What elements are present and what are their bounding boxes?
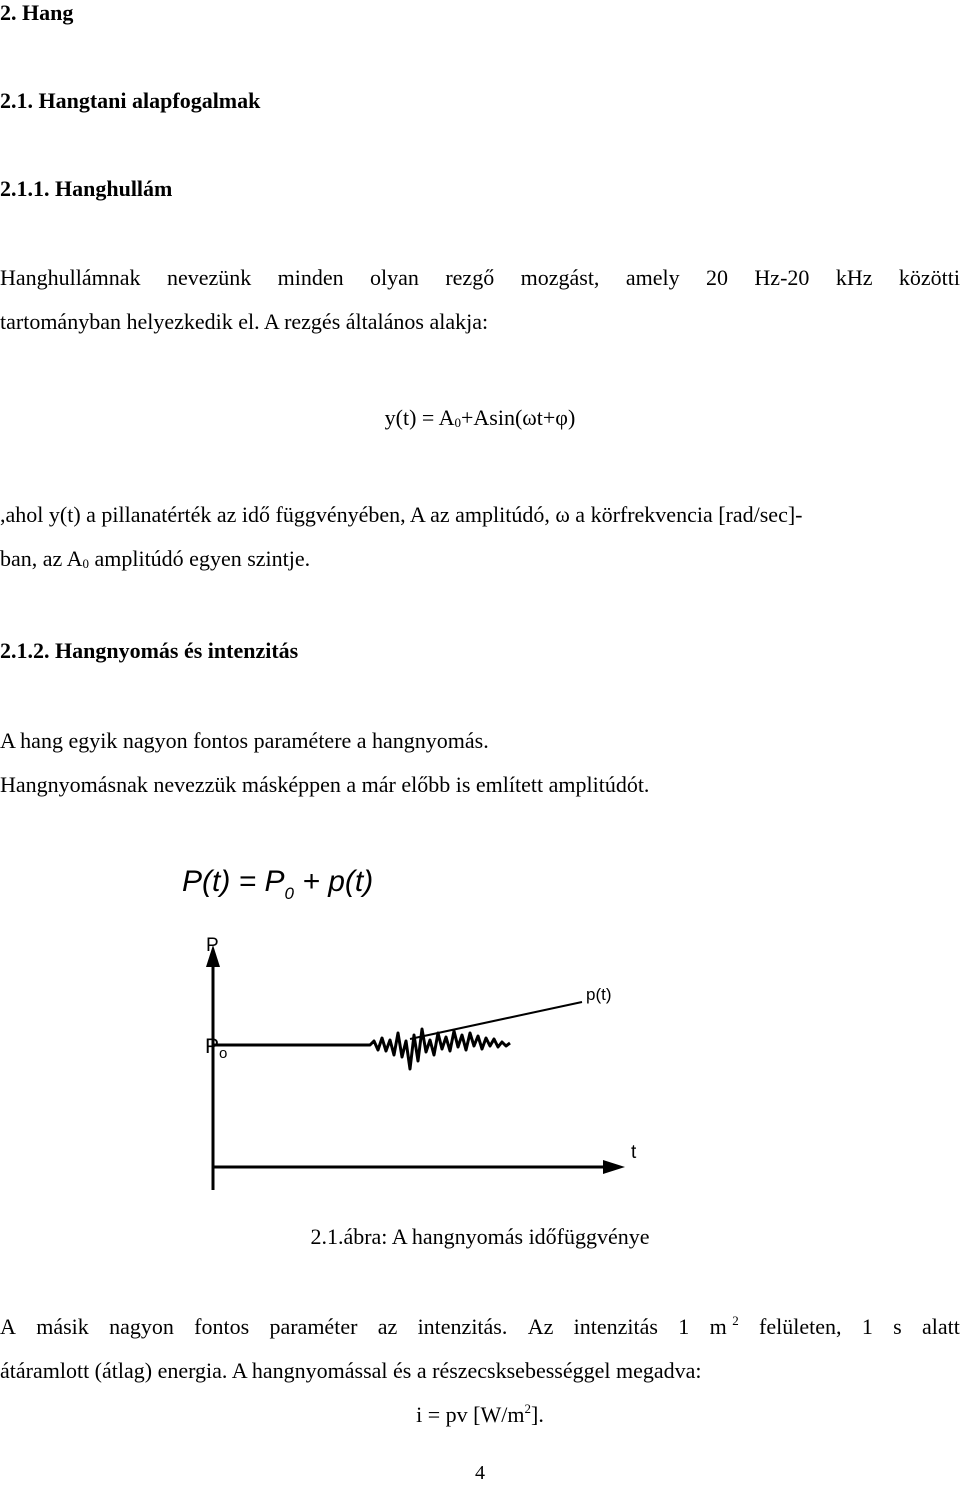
para4-line1-word: m $^2$ — [709, 1313, 739, 1339]
figure-formula — [182, 865, 373, 903]
paragraph-4-line-1 — [0, 1314, 960, 1340]
para1-line1-word: amely — [625, 265, 680, 290]
para4-line1-word: másik — [36, 1314, 89, 1339]
formula-oscillation-part2: +Asin(ωt+φ) — [461, 405, 576, 430]
para1-line1-word: közötti — [898, 265, 960, 290]
para1-line1-word: rezgő — [445, 265, 495, 290]
para4-line1-word: A — [0, 1314, 16, 1339]
para4-line1-word: felületen, — [759, 1314, 842, 1339]
para4-line1-word: fontos — [194, 1314, 250, 1339]
paragraph-1-line-2: tartományban helyezkedik el. A rezgés általános alakja: — [0, 309, 489, 334]
heading-subsection-2: 2.1.2. Hangnyomás és intenzitás — [0, 638, 299, 663]
p0-label — [205, 1035, 227, 1062]
paragraph-1-line-1 — [0, 265, 960, 291]
para4-line1-word: nagyon — [109, 1314, 174, 1339]
figure-caption: 2.1.ábra: A hangnyomás időfüggvénye — [310, 1224, 650, 1249]
para4-line1-word: intenzitás. — [417, 1314, 508, 1339]
para4-line1-word: Az — [527, 1314, 554, 1339]
para4-line1-word: s — [893, 1314, 902, 1339]
paragraph-4-line-2: átáramlott (átlag) energia. A hangnyomással és a részecsksebességgel megadva: — [0, 1358, 702, 1383]
para4-line1-word: az — [377, 1314, 398, 1339]
para4-line1-word: paraméter — [269, 1314, 358, 1339]
para4-line1-word: 1 — [678, 1314, 690, 1339]
paragraph-3-line-1: A hang egyik nagyon fontos paramétere a hangnyomás. — [0, 728, 489, 753]
x-axis-label: t — [631, 1142, 637, 1163]
figure-formula-rest: + p(t) — [294, 865, 374, 898]
x-axis-arrow — [603, 1160, 625, 1174]
para1-line1-word: Hz-20 — [754, 265, 810, 290]
para1-line1-word: minden — [277, 265, 344, 290]
paragraph-2-line-2-b: amplitúdó egyen szintje. — [88, 546, 311, 571]
pt-label: p(t) — [586, 985, 612, 1004]
formula-oscillation-part1: y(t) = A — [384, 405, 455, 430]
heading-chapter: 2. Hang — [0, 0, 74, 25]
paragraph-3-line-2: Hangnyomásnak nevezzük másképpen a már előbb is említett amplitúdót. — [0, 772, 650, 797]
para1-line1-word: 20 — [706, 265, 729, 290]
figure-formula-P: P(t) = P — [182, 865, 285, 898]
p0-label-sub: o — [219, 1045, 228, 1062]
page-number: 4 — [475, 1462, 485, 1484]
formula-intensity-part2: ]. — [531, 1402, 544, 1427]
paragraph-2-line-2 — [0, 546, 310, 577]
para1-line1-word: mozgást, — [520, 265, 600, 290]
paragraph-2-sub: 0 — [82, 556, 89, 571]
para1-line1-word: olyan — [370, 265, 419, 290]
para1-line1-word: Hanghullámnak — [0, 265, 141, 290]
para1-line1-word: nevezünk — [166, 265, 252, 290]
formula-intensity — [0, 1402, 960, 1428]
figure-formula-sub: 0 — [284, 884, 294, 903]
pressure-time-figure — [170, 845, 710, 1205]
pt-pointer-line — [410, 1002, 582, 1039]
heading-section: 2.1. Hangtani alapfogalmak — [0, 88, 261, 113]
heading-subsection-1: 2.1.1. Hanghullám — [0, 176, 173, 201]
para4-line1-word: 1 — [861, 1314, 873, 1339]
paragraph-2-line-1: ,ahol y(t) a pillanatérték az idő függvényében, A az amplitúdó, ω a körfrekvencia [rad/sec]- — [0, 502, 803, 527]
formula-oscillation — [0, 405, 960, 436]
y-axis-label: P — [206, 935, 219, 956]
para1-line1-word: kHz — [835, 265, 873, 290]
paragraph-2-line-2-a: ban, az A — [0, 546, 83, 571]
para4-line1-word: intenzitás — [573, 1314, 658, 1339]
formula-intensity-sup: 2 — [524, 1401, 531, 1416]
para4-line1-word: alatt — [922, 1314, 960, 1339]
formula-intensity-part1: i = pv [W/m — [416, 1402, 525, 1427]
pressure-signal-curve — [213, 1029, 510, 1069]
p0-label-P: P — [205, 1035, 220, 1058]
formula-oscillation-sub: 0 — [454, 415, 462, 430]
